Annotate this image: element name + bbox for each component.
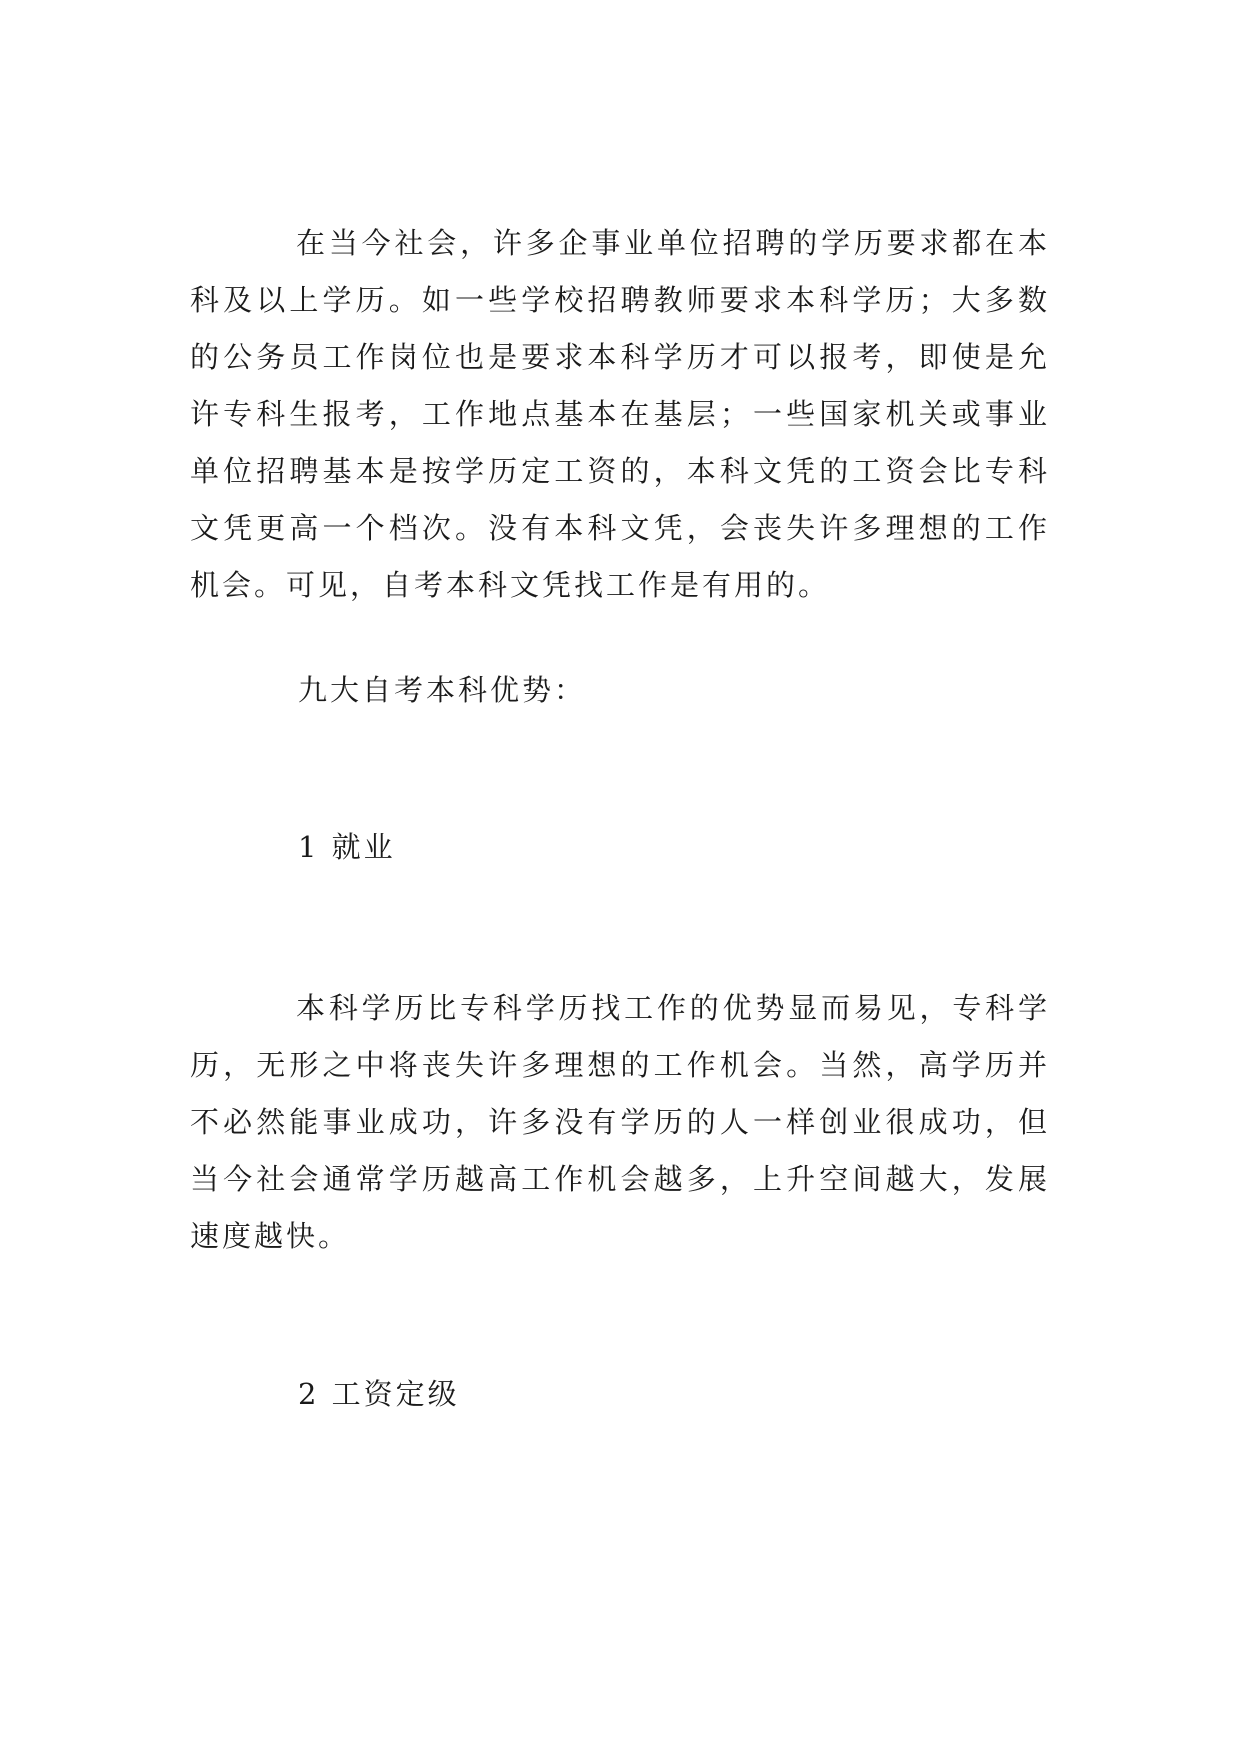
paragraph-line: 在当今社会，许多企事业单位招聘的学历要求都在本 bbox=[296, 226, 1050, 260]
paragraph-line: 的公务员工作岗位也是要求本科学历才可以报考，即使是允 bbox=[190, 340, 1050, 374]
paragraph-line: 历，无形之中将丧失许多理想的工作机会。当然，高学历并 bbox=[190, 1048, 1050, 1082]
paragraph-line: 科及以上学历。如一些学校招聘教师要求本科学历；大多数 bbox=[190, 283, 1050, 317]
paragraph-line: 许专科生报考，工作地点基本在基层；一些国家机关或事业 bbox=[190, 397, 1050, 431]
paragraph-line: 文凭更高一个档次。没有本科文凭，会丧失许多理想的工作 bbox=[190, 511, 1050, 545]
paragraph-line: 当今社会通常学历越高工作机会越多，上升空间越大，发展 bbox=[190, 1162, 1050, 1196]
paragraph-employment bbox=[190, 980, 1050, 1265]
heading-nine-advantages: 九大自考本科优势： bbox=[298, 673, 587, 707]
section-title-employment: 1 就业 bbox=[298, 830, 396, 864]
paragraph-line: 速度越快。 bbox=[190, 1219, 351, 1253]
section-title-salary-grade: 2 工资定级 bbox=[298, 1377, 460, 1411]
paragraph-education-requirements bbox=[190, 215, 1050, 614]
paragraph-line: 不必然能事业成功，许多没有学历的人一样创业很成功，但 bbox=[190, 1105, 1050, 1139]
paragraph-line: 本科学历比专科学历找工作的优势显而易见，专科学 bbox=[296, 991, 1050, 1025]
paragraph-line: 机会。可见，自考本科文凭找工作是有用的。 bbox=[190, 568, 831, 602]
paragraph-line: 单位招聘基本是按学历定工资的，本科文凭的工资会比专科 bbox=[190, 454, 1050, 488]
